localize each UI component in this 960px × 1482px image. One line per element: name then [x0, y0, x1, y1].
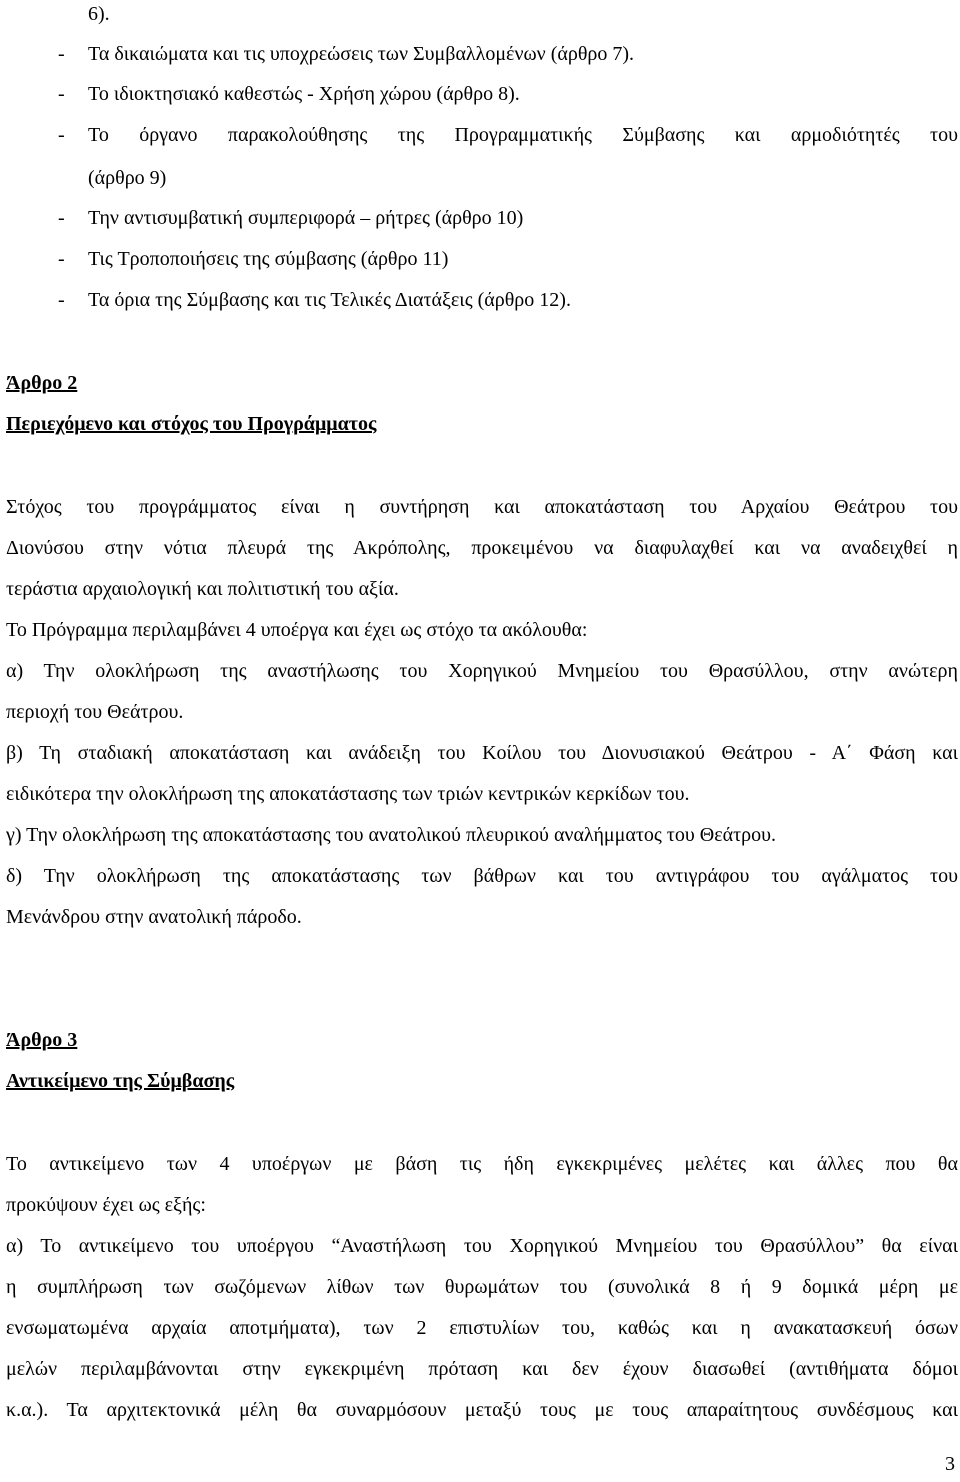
list-item-text: Τα δικαιώματα και τις υποχρεώσεις των Συμβαλλομένων (άρθρο 7).	[88, 43, 635, 65]
paragraph-line: Το Πρόγραμμα περιλαμβάνει 4 υποέργα και έχει ως στόχο τα ακόλουθα:	[6, 619, 588, 641]
list-item-text: Το ιδιοκτησιακό καθεστώς - Χρήση χώρου (άρθρο 8).	[88, 83, 520, 105]
bullet-dash: -	[58, 43, 65, 65]
paragraph-line: γ) Την ολοκλήρωση της αποκατάστασης του ανατολικού πλευρικού αναλήμματος του Θεάτρου.	[6, 824, 776, 846]
list-item-text: Τις Τροποποιήσεις της σύμβασης (άρθρο 11)	[88, 248, 449, 270]
paragraph-line: τεράστια αρχαιολογική και πολιτιστική του αξία.	[6, 578, 399, 600]
list-item	[58, 82, 958, 106]
paragraph-line: προκύψουν έχει ως εξής:	[6, 1194, 206, 1216]
list-item-text: Το όργανο παρακολούθησης της Προγραμματικής Σύμβασης και αρμοδιότητές του	[88, 124, 958, 146]
paragraph-line: α) Το αντικείμενο του υποέργου “Αναστήλωση του Χορηγικού Μνημείου του Θρασύλλου” θα είναι	[6, 1235, 958, 1257]
paragraph-line: α) Την ολοκλήρωση της αναστήλωσης του Χορηγικού Μνημείου του Θρασύλλου, στην ανώτερη	[6, 660, 958, 682]
list-item-text: Τα όρια της Σύμβασης και τις Τελικές Διατάξεις (άρθρο 12).	[88, 289, 571, 311]
list-continuation: 6).	[88, 3, 110, 25]
paragraph-line: ενσωματωμένα αρχαία αποτμήματα), των 2 επιστυλίων του, καθώς και η ανακατασκευή όσων	[6, 1317, 958, 1339]
list-item-text: Την αντισυμβατική συμπεριφορά – ρήτρες (άρθρο 10)	[88, 207, 524, 229]
paragraph-line: κ.α.). Τα αρχιτεκτονικά μέλη θα συναρμόσουν μεταξύ τους με τους απαραίτητους συνδέσμους και	[6, 1399, 958, 1421]
paragraph-line: περιοχή του Θεάτρου.	[6, 701, 184, 723]
bullet-dash: -	[58, 248, 65, 270]
bullet-dash: -	[58, 207, 65, 229]
article-2-subheading: Περιεχόμενο και στόχος του Προγράμματος	[6, 413, 377, 435]
paragraph-line: μελών περιλαμβάνονται στην εγκεκριμένη πρόταση και δεν έχουν διασωθεί (αντιθήματα δόμοι	[6, 1358, 958, 1380]
page-number: 3	[945, 1453, 955, 1475]
list-item-continuation: (άρθρο 9)	[88, 167, 167, 189]
bullet-dash: -	[58, 124, 65, 146]
list-item	[58, 288, 958, 312]
paragraph-line: Το αντικείμενο των 4 υποέργων με βάση τις ήδη εγκεκριμένες μελέτες και άλλες που θα	[6, 1153, 958, 1175]
list-item	[58, 206, 958, 230]
paragraph-line: Διονύσου στην νότια πλευρά της Ακρόπολης, προκειμένου να διαφυλαχθεί και να αναδειχθεί η	[6, 537, 958, 559]
paragraph-line: Στόχος του προγράμματος είναι η συντήρηση και αποκατάσταση του Αρχαίου Θεάτρου του	[6, 496, 958, 518]
list-item	[58, 247, 958, 271]
list-item	[58, 123, 958, 147]
article-2-heading: Άρθρο 2	[6, 372, 78, 394]
paragraph-line: β) Τη σταδιακή αποκατάσταση και ανάδειξη του Κοίλου του Διονυσιακού Θεάτρου - Α΄ Φάση και	[6, 742, 958, 764]
article-3-subheading: Αντικείμενο της Σύμβασης	[6, 1070, 235, 1092]
paragraph-line: ειδικότερα την ολοκλήρωση της αποκατάστασης των τριών κεντρικών κερκίδων του.	[6, 783, 690, 805]
bullet-dash: -	[58, 289, 65, 311]
paragraph-line: Μενάνδρου στην ανατολική πάροδο.	[6, 906, 302, 928]
paragraph-line: δ) Την ολοκλήρωση της αποκατάστασης των βάθρων και του αντιγράφου του αγάλματος του	[6, 865, 958, 887]
bullet-dash: -	[58, 83, 65, 105]
article-3-heading: Άρθρο 3	[6, 1029, 78, 1051]
list-item	[58, 42, 958, 66]
paragraph-line: η συμπλήρωση των σωζόμενων λίθων των θυρωμάτων του (συνολικά 8 ή 9 δομικά μέρη με	[6, 1276, 958, 1298]
